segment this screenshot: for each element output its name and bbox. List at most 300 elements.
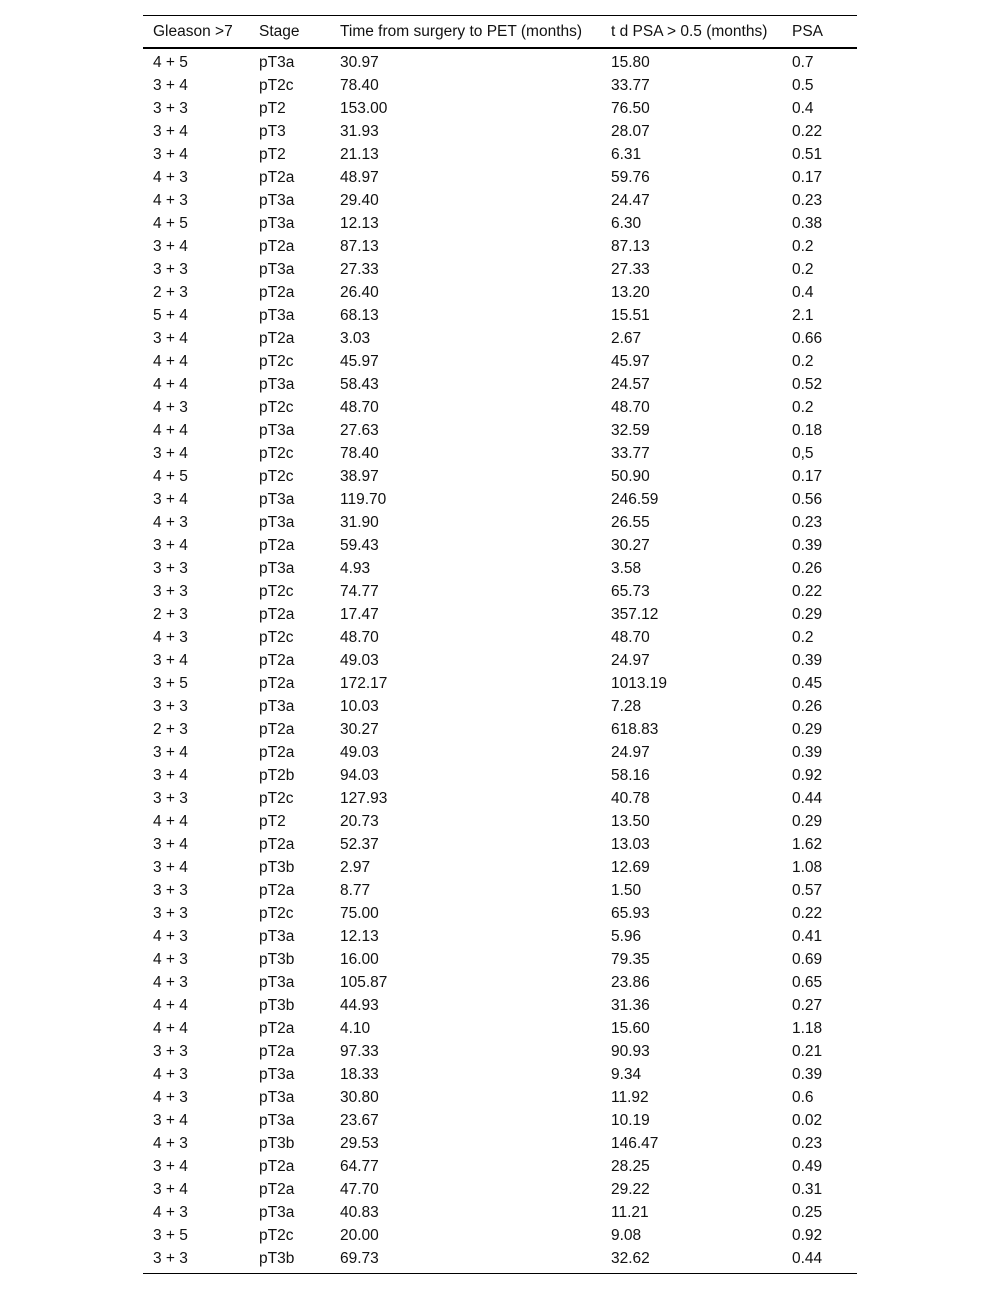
cell-stage: pT2a [259, 168, 295, 186]
table-row [143, 741, 857, 764]
cell-gleason: 4 + 3 [153, 1065, 188, 1083]
cell-gleason: 4 + 3 [153, 168, 188, 186]
cell-psa: 0.22 [792, 904, 823, 922]
table-row [143, 1247, 857, 1274]
cell-psa: 0.2 [792, 352, 814, 370]
cell-psa: 0.56 [792, 490, 823, 508]
cell-td-psa: 79.35 [611, 950, 650, 968]
cell-psa: 0.21 [792, 1042, 823, 1060]
cell-stage: pT2c [259, 444, 294, 462]
table-row [143, 1040, 857, 1063]
cell-time-to-pet: 4.10 [340, 1019, 371, 1037]
header-td-psa: t d PSA > 0.5 (months) [611, 22, 768, 40]
table-row [143, 948, 857, 971]
cell-time-to-pet: 12.13 [340, 927, 379, 945]
cell-stage: pT3a [259, 260, 295, 278]
cell-td-psa: 24.97 [611, 651, 650, 669]
cell-td-psa: 7.28 [611, 697, 642, 715]
cell-gleason: 4 + 5 [153, 467, 188, 485]
cell-stage: pT2 [259, 812, 286, 830]
cell-psa: 0.26 [792, 559, 823, 577]
cell-gleason: 4 + 3 [153, 950, 188, 968]
cell-td-psa: 28.25 [611, 1157, 650, 1175]
cell-td-psa: 24.57 [611, 375, 650, 393]
cell-time-to-pet: 20.00 [340, 1226, 379, 1244]
cell-psa: 0.44 [792, 789, 823, 807]
header-psa: PSA [792, 22, 824, 40]
cell-time-to-pet: 105.87 [340, 973, 388, 991]
cell-psa: 0.18 [792, 421, 823, 439]
cell-stage: pT3b [259, 1249, 295, 1267]
cell-time-to-pet: 27.63 [340, 421, 379, 439]
header-gleason: Gleason >7 [153, 22, 233, 40]
table-row [143, 396, 857, 419]
table-row [143, 1155, 857, 1178]
table-row [143, 833, 857, 856]
cell-td-psa: 15.60 [611, 1019, 650, 1037]
cell-time-to-pet: 44.93 [340, 996, 379, 1014]
cell-gleason: 4 + 3 [153, 398, 188, 416]
cell-psa: 0.39 [792, 1065, 823, 1083]
cell-time-to-pet: 30.80 [340, 1088, 379, 1106]
table-row [143, 1224, 857, 1247]
cell-psa: 0.2 [792, 260, 814, 278]
cell-psa: 0.22 [792, 582, 823, 600]
cell-td-psa: 357.12 [611, 605, 659, 623]
cell-td-psa: 59.76 [611, 168, 650, 186]
cell-time-to-pet: 78.40 [340, 444, 379, 462]
cell-gleason: 3 + 3 [153, 582, 188, 600]
cell-time-to-pet: 48.70 [340, 398, 379, 416]
cell-stage: pT3a [259, 306, 295, 324]
cell-stage: pT2a [259, 536, 295, 554]
cell-time-to-pet: 16.00 [340, 950, 379, 968]
table-row [143, 649, 857, 672]
cell-psa: 0.57 [792, 881, 823, 899]
table-row [143, 120, 857, 143]
cell-stage: pT2c [259, 789, 294, 807]
cell-psa: 0.27 [792, 996, 823, 1014]
cell-psa: 0,5 [792, 444, 814, 462]
cell-time-to-pet: 8.77 [340, 881, 371, 899]
cell-stage: pT2a [259, 651, 295, 669]
table-row [143, 994, 857, 1017]
cell-gleason: 5 + 4 [153, 306, 188, 324]
cell-td-psa: 246.59 [611, 490, 659, 508]
cell-psa: 0.39 [792, 651, 823, 669]
header-row [143, 16, 857, 49]
cell-td-psa: 1.50 [611, 881, 642, 899]
cell-gleason: 3 + 3 [153, 789, 188, 807]
table-row [143, 373, 857, 396]
cell-td-psa: 10.19 [611, 1111, 650, 1129]
cell-td-psa: 50.90 [611, 467, 650, 485]
table-row [143, 626, 857, 649]
cell-stage: pT2c [259, 904, 294, 922]
cell-gleason: 4 + 3 [153, 628, 188, 646]
cell-time-to-pet: 87.13 [340, 237, 379, 255]
cell-time-to-pet: 29.40 [340, 191, 379, 209]
table-row [143, 488, 857, 511]
cell-time-to-pet: 18.33 [340, 1065, 379, 1083]
cell-gleason: 3 + 4 [153, 766, 188, 784]
cell-time-to-pet: 127.93 [340, 789, 388, 807]
table-row [143, 695, 857, 718]
cell-time-to-pet: 59.43 [340, 536, 379, 554]
cell-gleason: 3 + 4 [153, 835, 188, 853]
cell-gleason: 3 + 4 [153, 1157, 188, 1175]
cell-stage: pT2a [259, 237, 295, 255]
cell-td-psa: 26.55 [611, 513, 650, 531]
table-row [143, 48, 857, 74]
cell-stage: pT3a [259, 1088, 295, 1106]
cell-td-psa: 2.67 [611, 329, 642, 347]
cell-psa: 0.31 [792, 1180, 823, 1198]
cell-time-to-pet: 75.00 [340, 904, 379, 922]
table-row [143, 672, 857, 695]
cell-gleason: 3 + 4 [153, 1180, 188, 1198]
cell-gleason: 3 + 4 [153, 490, 188, 508]
cell-gleason: 3 + 3 [153, 1249, 188, 1267]
cell-gleason: 3 + 3 [153, 1042, 188, 1060]
table-row [143, 879, 857, 902]
cell-stage: pT3a [259, 53, 295, 71]
table-row [143, 1109, 857, 1132]
table-row [143, 212, 857, 235]
cell-td-psa: 40.78 [611, 789, 650, 807]
cell-td-psa: 33.77 [611, 76, 650, 94]
table-row [143, 74, 857, 97]
cell-time-to-pet: 23.67 [340, 1111, 379, 1129]
cell-gleason: 4 + 5 [153, 53, 188, 71]
cell-psa: 1.62 [792, 835, 823, 853]
cell-gleason: 3 + 4 [153, 122, 188, 140]
cell-stage: pT3b [259, 950, 295, 968]
cell-td-psa: 146.47 [611, 1134, 659, 1152]
cell-time-to-pet: 38.97 [340, 467, 379, 485]
table-row [143, 764, 857, 787]
cell-psa: 0.02 [792, 1111, 823, 1129]
cell-psa: 0.29 [792, 812, 823, 830]
cell-gleason: 4 + 3 [153, 1134, 188, 1152]
cell-gleason: 4 + 3 [153, 513, 188, 531]
cell-stage: pT3a [259, 1203, 295, 1221]
cell-psa: 0.29 [792, 720, 823, 738]
cell-time-to-pet: 30.97 [340, 53, 379, 71]
cell-td-psa: 5.96 [611, 927, 642, 945]
table-row [143, 534, 857, 557]
cell-psa: 0.23 [792, 1134, 823, 1152]
cell-gleason: 3 + 3 [153, 904, 188, 922]
cell-td-psa: 65.93 [611, 904, 650, 922]
table-row [143, 166, 857, 189]
table-row [143, 902, 857, 925]
cell-td-psa: 32.62 [611, 1249, 650, 1267]
cell-stage: pT3a [259, 214, 295, 232]
cell-time-to-pet: 48.97 [340, 168, 379, 186]
cell-td-psa: 28.07 [611, 122, 650, 140]
cell-time-to-pet: 119.70 [340, 490, 387, 508]
cell-stage: pT3a [259, 375, 295, 393]
table-row [143, 1086, 857, 1109]
cell-stage: pT3b [259, 858, 295, 876]
cell-gleason: 3 + 3 [153, 559, 188, 577]
cell-time-to-pet: 74.77 [340, 582, 379, 600]
cell-stage: pT3a [259, 421, 295, 439]
table-row [143, 925, 857, 948]
cell-stage: pT2c [259, 76, 294, 94]
table-row [143, 235, 857, 258]
cell-stage: pT3a [259, 1065, 295, 1083]
cell-psa: 0.17 [792, 168, 823, 186]
table-row [143, 810, 857, 833]
cell-psa: 0.44 [792, 1249, 823, 1267]
cell-time-to-pet: 17.47 [340, 605, 379, 623]
cell-td-psa: 24.97 [611, 743, 650, 761]
table-row [143, 189, 857, 212]
cell-gleason: 4 + 4 [153, 375, 188, 393]
cell-gleason: 3 + 3 [153, 697, 188, 715]
cell-gleason: 3 + 4 [153, 858, 188, 876]
cell-psa: 0.39 [792, 743, 823, 761]
cell-gleason: 4 + 3 [153, 973, 188, 991]
cell-td-psa: 3.58 [611, 559, 642, 577]
cell-td-psa: 15.80 [611, 53, 650, 71]
cell-stage: pT2a [259, 1180, 295, 1198]
cell-psa: 0.65 [792, 973, 823, 991]
cell-gleason: 3 + 4 [153, 1111, 188, 1129]
cell-stage: pT2 [259, 145, 286, 163]
cell-stage: pT2c [259, 467, 294, 485]
cell-td-psa: 1013.19 [611, 674, 668, 692]
table-row [143, 258, 857, 281]
cell-time-to-pet: 31.93 [340, 122, 379, 140]
cell-time-to-pet: 2.97 [340, 858, 371, 876]
cell-stage: pT2c [259, 352, 294, 370]
cell-psa: 0.23 [792, 513, 823, 531]
cell-psa: 0.45 [792, 674, 823, 692]
cell-td-psa: 13.03 [611, 835, 650, 853]
cell-psa: 0.29 [792, 605, 823, 623]
cell-td-psa: 11.21 [611, 1203, 649, 1221]
cell-time-to-pet: 21.13 [340, 145, 379, 163]
table-row [143, 1178, 857, 1201]
cell-td-psa: 12.69 [611, 858, 650, 876]
cell-stage: pT3a [259, 927, 295, 945]
cell-stage: pT2a [259, 1042, 295, 1060]
cell-psa: 0.25 [792, 1203, 823, 1221]
cell-psa: 0.4 [792, 283, 814, 301]
cell-gleason: 4 + 4 [153, 352, 188, 370]
cell-time-to-pet: 4.93 [340, 559, 371, 577]
cell-time-to-pet: 47.70 [340, 1180, 379, 1198]
cell-td-psa: 32.59 [611, 421, 650, 439]
cell-td-psa: 87.13 [611, 237, 650, 255]
cell-gleason: 4 + 4 [153, 996, 188, 1014]
cell-stage: pT2b [259, 766, 295, 784]
cell-gleason: 4 + 4 [153, 1019, 188, 1037]
cell-stage: pT2a [259, 881, 295, 899]
cell-td-psa: 6.30 [611, 214, 642, 232]
cell-time-to-pet: 78.40 [340, 76, 379, 94]
cell-time-to-pet: 27.33 [340, 260, 379, 278]
table-row [143, 143, 857, 166]
header-time-to-pet: Time from surgery to PET (months) [340, 22, 583, 40]
table-body [143, 48, 857, 1274]
cell-gleason: 4 + 3 [153, 1088, 188, 1106]
table-row [143, 442, 857, 465]
table-row [143, 787, 857, 810]
cell-stage: pT2 [259, 99, 286, 117]
cell-gleason: 3 + 4 [153, 444, 188, 462]
cell-psa: 0.38 [792, 214, 823, 232]
cell-td-psa: 9.34 [611, 1065, 642, 1083]
table-row [143, 580, 857, 603]
cell-psa: 0.5 [792, 76, 814, 94]
cell-psa: 0.69 [792, 950, 823, 968]
cell-td-psa: 65.73 [611, 582, 650, 600]
cell-psa: 1.08 [792, 858, 823, 876]
cell-time-to-pet: 30.27 [340, 720, 379, 738]
cell-psa: 0.2 [792, 398, 814, 416]
cell-stage: pT2a [259, 1019, 295, 1037]
cell-stage: pT2a [259, 720, 295, 738]
table-row [143, 603, 857, 626]
cell-stage: pT2a [259, 1157, 295, 1175]
table-row [143, 350, 857, 373]
cell-stage: pT2c [259, 628, 294, 646]
header-stage: Stage [259, 22, 300, 40]
cell-time-to-pet: 31.90 [340, 513, 379, 531]
cell-time-to-pet: 97.33 [340, 1042, 379, 1060]
cell-psa: 0.41 [792, 927, 823, 945]
cell-psa: 0.39 [792, 536, 823, 554]
cell-td-psa: 23.86 [611, 973, 650, 991]
cell-psa: 0.23 [792, 191, 823, 209]
cell-stage: pT2a [259, 835, 295, 853]
cell-stage: pT3a [259, 191, 295, 209]
cell-psa: 0.2 [792, 628, 814, 646]
cell-psa: 0.51 [792, 145, 823, 163]
cell-stage: pT3b [259, 1134, 295, 1152]
cell-gleason: 3 + 3 [153, 260, 188, 278]
cell-stage: pT3a [259, 490, 295, 508]
table-header [143, 16, 857, 49]
cell-time-to-pet: 69.73 [340, 1249, 379, 1267]
cell-time-to-pet: 68.13 [340, 306, 379, 324]
cell-gleason: 4 + 3 [153, 191, 188, 209]
cell-gleason: 4 + 4 [153, 812, 188, 830]
cell-stage: pT3a [259, 513, 295, 531]
cell-gleason: 4 + 3 [153, 1203, 188, 1221]
table-row [143, 419, 857, 442]
cell-psa: 0.2 [792, 237, 814, 255]
cell-time-to-pet: 40.83 [340, 1203, 379, 1221]
cell-stage: pT3 [259, 122, 286, 140]
cell-psa: 0.7 [792, 53, 814, 71]
cell-td-psa: 13.20 [611, 283, 650, 301]
cell-time-to-pet: 48.70 [340, 628, 379, 646]
cell-time-to-pet: 49.03 [340, 651, 379, 669]
cell-psa: 2.1 [792, 306, 814, 324]
cell-td-psa: 6.31 [611, 145, 642, 163]
cell-td-psa: 58.16 [611, 766, 650, 784]
table-row [143, 1132, 857, 1155]
cell-stage: pT3b [259, 996, 295, 1014]
cell-psa: 0.92 [792, 766, 823, 784]
cell-time-to-pet: 94.03 [340, 766, 379, 784]
cell-stage: pT3a [259, 559, 295, 577]
cell-time-to-pet: 3.03 [340, 329, 371, 347]
cell-time-to-pet: 153.00 [340, 99, 388, 117]
cell-psa: 0.49 [792, 1157, 823, 1175]
cell-stage: pT3a [259, 697, 295, 715]
cell-time-to-pet: 64.77 [340, 1157, 379, 1175]
cell-gleason: 3 + 4 [153, 145, 188, 163]
table-row [143, 327, 857, 350]
cell-stage: pT2a [259, 674, 295, 692]
cell-gleason: 4 + 3 [153, 927, 188, 945]
cell-gleason: 3 + 4 [153, 651, 188, 669]
cell-stage: pT2a [259, 283, 295, 301]
table-row [143, 718, 857, 741]
cell-time-to-pet: 58.43 [340, 375, 379, 393]
cell-gleason: 3 + 4 [153, 76, 188, 94]
cell-psa: 0.4 [792, 99, 814, 117]
cell-stage: pT2c [259, 582, 294, 600]
data-table [143, 15, 857, 1274]
cell-psa: 0.6 [792, 1088, 814, 1106]
cell-stage: pT2c [259, 398, 294, 416]
cell-time-to-pet: 12.13 [340, 214, 379, 232]
cell-time-to-pet: 45.97 [340, 352, 379, 370]
cell-td-psa: 15.51 [611, 306, 650, 324]
cell-stage: pT2a [259, 743, 295, 761]
cell-td-psa: 9.08 [611, 1226, 642, 1244]
cell-td-psa: 45.97 [611, 352, 650, 370]
cell-stage: pT2a [259, 329, 295, 347]
cell-psa: 0.26 [792, 697, 823, 715]
cell-td-psa: 31.36 [611, 996, 650, 1014]
table-row [143, 971, 857, 994]
cell-time-to-pet: 20.73 [340, 812, 379, 830]
table-row [143, 856, 857, 879]
cell-time-to-pet: 49.03 [340, 743, 379, 761]
cell-td-psa: 30.27 [611, 536, 650, 554]
cell-td-psa: 24.47 [611, 191, 650, 209]
table-row [143, 304, 857, 327]
cell-stage: pT3a [259, 973, 295, 991]
cell-td-psa: 29.22 [611, 1180, 650, 1198]
cell-time-to-pet: 29.53 [340, 1134, 379, 1152]
cell-td-psa: 90.93 [611, 1042, 650, 1060]
cell-gleason: 3 + 4 [153, 536, 188, 554]
table-row [143, 557, 857, 580]
cell-gleason: 3 + 4 [153, 743, 188, 761]
cell-td-psa: 618.83 [611, 720, 659, 738]
table-row [143, 1201, 857, 1224]
cell-td-psa: 48.70 [611, 398, 650, 416]
cell-td-psa: 33.77 [611, 444, 650, 462]
table-row [143, 465, 857, 488]
cell-gleason: 3 + 4 [153, 237, 188, 255]
cell-td-psa: 13.50 [611, 812, 650, 830]
cell-td-psa: 27.33 [611, 260, 650, 278]
table-row [143, 97, 857, 120]
cell-time-to-pet: 52.37 [340, 835, 379, 853]
cell-gleason: 4 + 5 [153, 214, 188, 232]
cell-gleason: 3 + 5 [153, 674, 188, 692]
